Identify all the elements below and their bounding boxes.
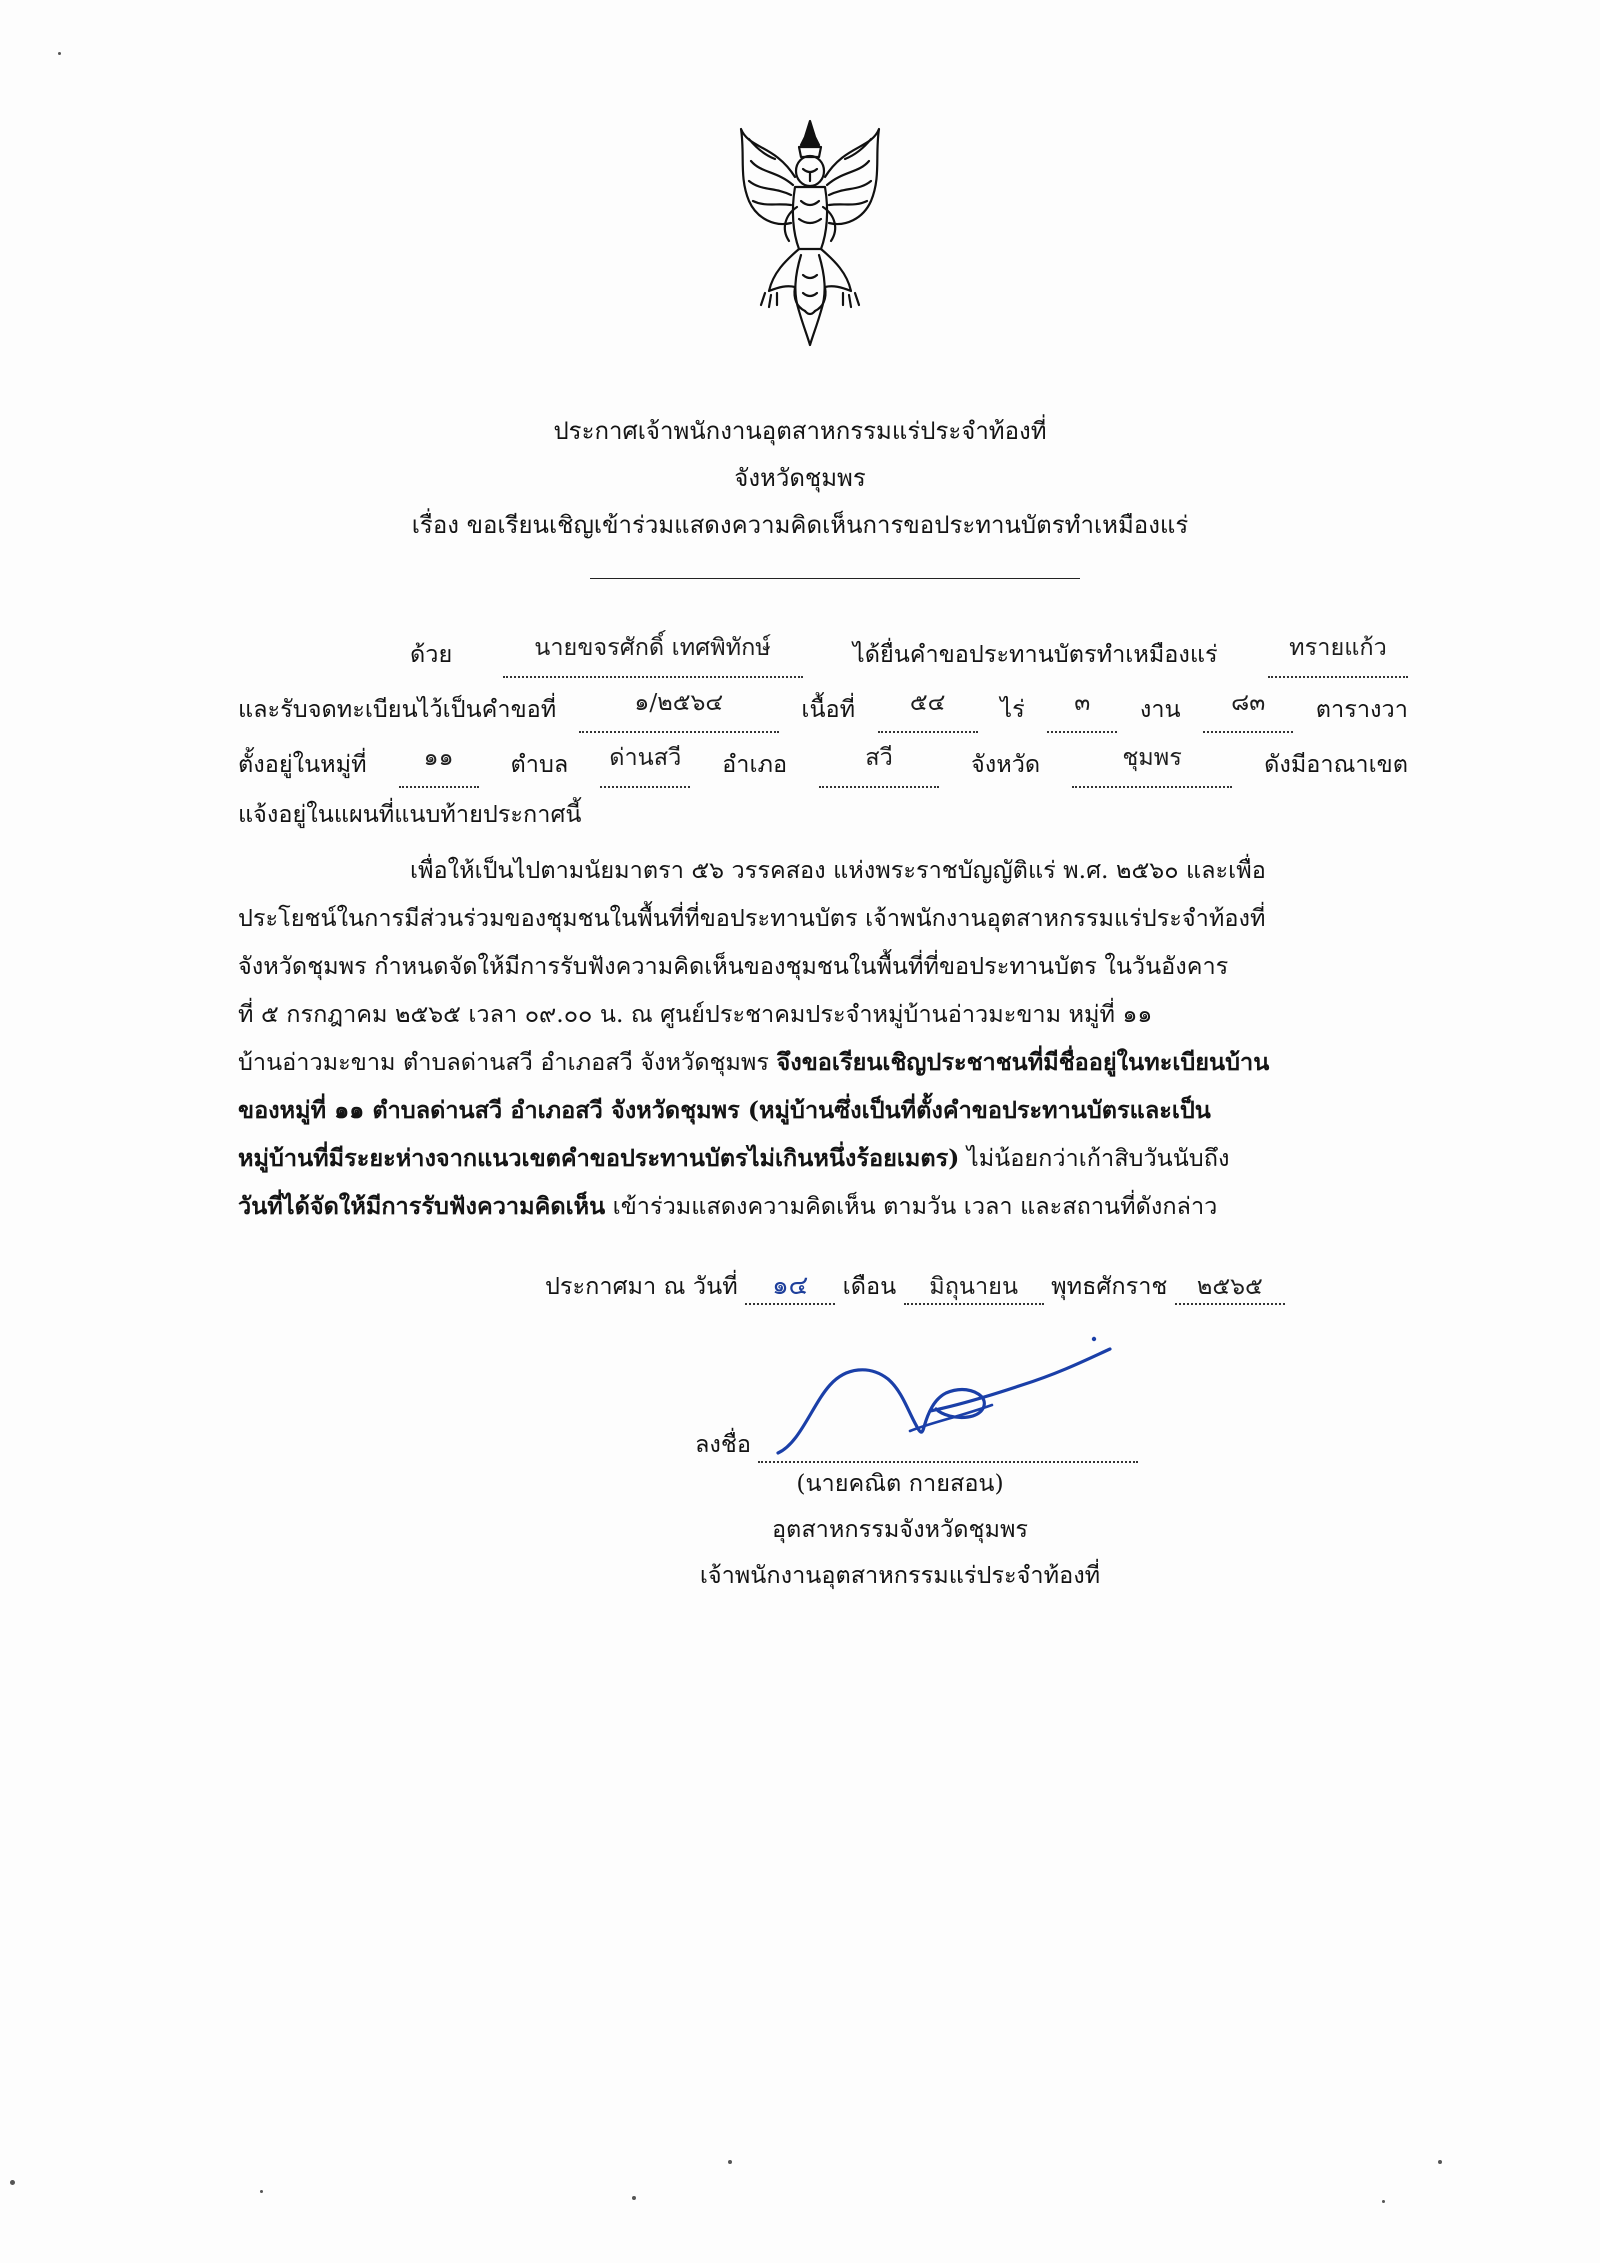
- request-number: ๑/๒๕๖๔: [579, 685, 779, 733]
- date-year: ๒๕๖๕: [1175, 1269, 1285, 1305]
- signatory-name: (นายคณิต กายสอน): [796, 1469, 1004, 1497]
- issuer-title: ประกาศเจ้าพนักงานอุตสาหกรรมแร่ประจำท้องที่: [553, 417, 1047, 445]
- applicant-name: นายขจรศักดิ์ เทศพิทักษ์: [503, 630, 803, 678]
- p2-l8-bold: วันที่ได้จัดให้มีการรับฟังความคิดเห็น: [238, 1192, 606, 1220]
- province-title: จังหวัดชุมพร: [734, 464, 866, 492]
- scan-speck: [10, 2180, 15, 2185]
- p1-l2-prefix: และรับจดทะเบียนไว้เป็นคำขอที่: [238, 695, 557, 723]
- ngan-label: งาน: [1139, 695, 1181, 723]
- p2-l7-normal: ไม่น้อยกว่าเก้าสิบวันนับถึง: [959, 1144, 1230, 1172]
- amphoe-label: อำเภอ: [722, 750, 788, 778]
- rai-label: ไร่: [1000, 695, 1025, 723]
- sign-label: ลงชื่อ: [695, 1430, 751, 1458]
- paragraph2-line8: [238, 1182, 1408, 1230]
- month-label: เดือน: [842, 1272, 897, 1300]
- signatory-position2: เจ้าพนักงานอุตสาหกรรมแร่ประจำท้องที่: [699, 1561, 1101, 1589]
- paragraph1-line3: [238, 740, 1408, 788]
- p2-l7-bold: หมู่บ้านที่มีระยะห่างจากแนวเขตคำขอประทานบัตรไม่เกินหนึ่งร้อยเมตร): [238, 1144, 960, 1172]
- moo-number: ๑๑: [399, 740, 479, 788]
- signatory-position1: อุตสาหกรรมจังหวัดชุมพร: [771, 1515, 1029, 1543]
- amphoe-value: สวี: [819, 740, 939, 788]
- handwritten-signature-icon: [760, 1335, 1120, 1465]
- p1-prefix: ด้วย: [410, 640, 453, 668]
- p2-l5-normal: บ้านอ่าวมะขาม ตำบลด่านสวี อำเภอสวี จังหวัดชุมพร: [238, 1048, 777, 1076]
- area-sq-wa: ๘๓: [1203, 685, 1293, 733]
- header-divider: [590, 578, 1080, 579]
- subject-line: เรื่อง ขอเรียนเชิญเข้าร่วมแสดงความคิดเห็นการขอประทานบัตรทำเหมืองแร่: [411, 511, 1189, 539]
- area-ngan: ๓: [1047, 685, 1117, 733]
- p1-mid: ได้ยื่นคำขอประทานบัตรทำเหมืองแร่: [852, 640, 1218, 668]
- date-day: ๑๔: [745, 1269, 835, 1305]
- p1-l3-suffix: ดังมีอาณาเขต: [1264, 750, 1408, 778]
- scan-speck: [260, 2190, 263, 2193]
- garuda-emblem-icon: [735, 115, 885, 350]
- area-rai: ๕๔: [878, 685, 978, 733]
- changwat-label: จังหวัด: [971, 750, 1041, 778]
- p2-l8-normal: เข้าร่วมแสดงความคิดเห็น ตามวัน เวลา และสถานที่ดังกล่าว: [605, 1192, 1218, 1220]
- moo-label: ตั้งอยู่ในหมู่ที่: [238, 750, 367, 778]
- paragraph2-line6: ของหมู่ที่ ๑๑ ตำบลด่านสวี อำเภอสวี จังหวัดชุมพร (หมู่บ้านซึ่งเป็นที่ตั้งคำขอประทานบัตรและเป็น: [238, 1096, 1211, 1124]
- sq-wa-label: ตารางวา: [1315, 695, 1408, 723]
- paragraph2-line2: ประโยชน์ในการมีส่วนร่วมของชุมชนในพื้นที่ที่ขอประทานบัตร เจ้าพนักงานอุตสาหกรรมแร่ประจำท้องที่: [238, 904, 1266, 932]
- year-label: พุทธศักราช: [1051, 1272, 1168, 1300]
- scan-speck: [632, 2196, 636, 2200]
- area-label: เนื้อที่: [801, 695, 856, 723]
- paragraph1-line4: แจ้งอยู่ในแผนที่แนบท้ายประกาศนี้: [238, 800, 582, 828]
- dateline-prefix: ประกาศมา ณ วันที่: [545, 1272, 738, 1300]
- mineral-type: ทรายแก้ว: [1268, 630, 1408, 678]
- scan-speck: [1438, 2160, 1442, 2164]
- dateline: [545, 1262, 1345, 1310]
- paragraph1-line2: [238, 685, 1408, 733]
- scan-speck: [58, 52, 61, 55]
- paragraph2-line5: [238, 1038, 1408, 1086]
- date-month: มิถุนายน: [904, 1269, 1044, 1305]
- tambon-value: ด่านสวี: [600, 740, 690, 788]
- paragraph2-line4: ที่ ๕ กรกฎาคม ๒๕๖๕ เวลา ๐๙.๐๐ น. ณ ศูนย์ประชาคมประจำหมู่บ้านอ่าวมะขาม หมู่ที่ ๑๑: [238, 1000, 1153, 1028]
- tambon-label: ตำบล: [510, 750, 569, 778]
- paragraph1-line1: [238, 630, 1408, 678]
- paragraph2-line1: เพื่อให้เป็นไปตามนัยมาตรา ๕๖ วรรคสอง แห่งพระราชบัญญัติแร่ พ.ศ. ๒๕๖๐ และเพื่อ: [410, 856, 1266, 884]
- paragraph2-line3: จังหวัดชุมพร กำหนดจัดให้มีการรับฟังความคิดเห็นของชุมชนในพื้นที่ที่ขอประทานบัตร ในวันอังคาร: [238, 952, 1229, 980]
- paragraph2-line7: [238, 1134, 1408, 1182]
- scan-speck: [728, 2160, 732, 2164]
- changwat-value: ชุมพร: [1072, 740, 1232, 788]
- p2-l5-bold: จึงขอเรียนเชิญประชาชนที่มีชื่ออยู่ในทะเบียนบ้าน: [776, 1048, 1270, 1076]
- scan-speck: [1382, 2200, 1385, 2203]
